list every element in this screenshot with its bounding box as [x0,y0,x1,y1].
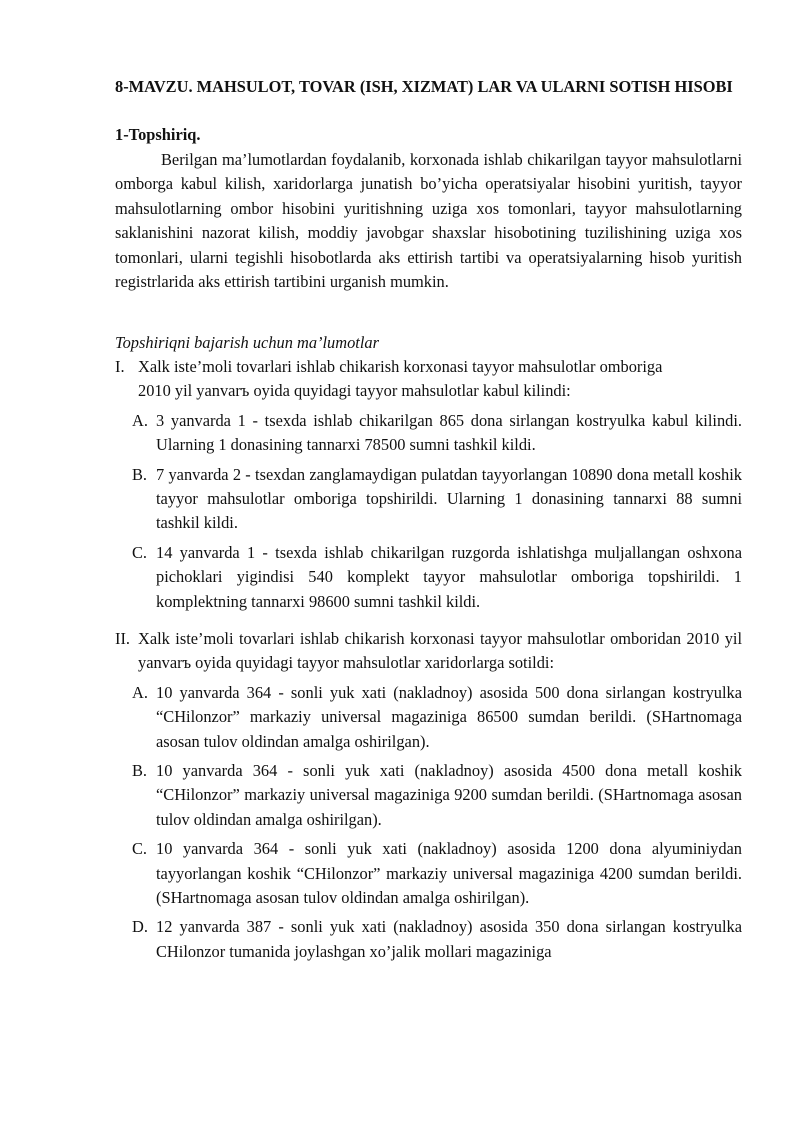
list-item [132,681,742,754]
item-letter: A. [132,682,148,702]
item-letter: B. [132,761,148,781]
item-text: 12 yanvarda 387 - sonli yuk xati (nakladnoy) asosida 350 dona sirlangan kostryulka CHilonzor tumanida joylashgan xo’jalik mollari magaziniga [156,917,742,961]
item-letter: D. [132,917,148,937]
section-i-text-line2: 2010 yil yanvarъ oyida quyidagi tayyor mahsulotlar kabul kilindi: [138,381,571,401]
list-item [132,837,742,910]
page-title: 8-MAVZU. MAHSULOT, TOVAR (ISH, XIZMAT) LAR VA ULARNI SOTISH HISOBI [115,77,733,96]
intro-paragraph: Berilgan ma’lumotlardan foydalanib, korxonada ishlab chikarilgan tayyor mahsulotlarni omborga kabul kilish, xaridorlarga junatish bo’yicha operatsiyalar hisobini yuritish, tayyor mahsulotlarning ombor hisobini yuritishning uziga xos tomonlari, tayyor mahsulotlarning saklanishini nazorat kilish, moddiy javobgar shaxslar hisobotining tuzilishining uziga xos tomonlari, ularni tegishli hisobotlarda aks ettirish tartibi va operatsiyalarning hisob yuritish registrlarida aks ettirish tartibini urganish mumkin. [115,150,742,292]
list-item [132,541,742,614]
task-label: 1-Topshiriq. [115,125,201,144]
item-text: 14 yanvarda 1 - tsexda ishlab chikarilgan ruzgorda ishlatishga muljallangan oshxona pichoklari yigindisi 540 komplekt tayyor mahsulotlar omboriga topshirildi. 1 komplektning tannarxi 98600 sumni tashkil kildi. [156,542,742,611]
item-letter: C. [132,542,148,562]
section-i-heading [115,355,742,404]
list-item [132,759,742,832]
section-ii-heading [115,627,742,676]
item-text: 10 yanvarda 364 - sonli yuk xati (nakladnoy) asosida 1200 dona alyuminiydan tayyorlangan koshik “CHilonzor” markaziy universal magaziniga 4200 sumdan berildi. (SHartnomaga asosan tulov oldindan amalga oshirilgan). [156,839,742,908]
section-i-text-line1: Xalk iste’moli tovarlari ishlab chikarish korxonasi tayyor mahsulotlar omboriga [138,357,663,376]
item-text: 7 yanvarda 2 - tsexdan zanglamaydigan pulatdan tayyorlangan 10890 dona metall koshik tayyor mahsulotlar omboriga topshirildi. Ularning 1 donasining tannarxi 88 sumni tashkil kildi. [156,464,742,533]
section-i [115,355,742,614]
item-text: 10 yanvarda 364 - sonli yuk xati (nakladnoy) asosida 4500 dona metall koshik “CHilonzor” markaziy universal magaziniga 9200 sumdan berildi. (SHartnomaga asosan tulov oldindan amalga oshirilgan). [156,761,742,829]
section-ii [115,627,742,964]
item-letter: A. [132,410,148,430]
list-item [132,409,742,458]
item-letter: C. [132,839,148,859]
item-text: 10 yanvarda 364 - sonli yuk xati (nakladnoy) asosida 500 dona sirlangan kostryulka “CHilonzor” markaziy universal magaziniga 86500 sumdan berildi. (SHartnomaga asosan tulov oldindan amalga oshirilgan). [156,682,742,751]
section-ii-number: II. [115,629,131,648]
item-text: 3 yanvarda 1 - tsexda ishlab chikarilgan 865 dona sirlangan kostryulka kabul kilindi. Ularning 1 donasining tannarxi 78500 sumni tashkil kildi. [156,410,742,455]
section-i-number: I. [115,357,125,376]
section-ii-items [132,681,742,964]
data-subheading: Topshiriqni bajarish uchun ma’lumotlar [115,333,379,352]
list-item [132,915,742,964]
section-ii-text: Xalk iste’moli tovarlari ishlab chikarish korxonasi tayyor mahsulotlar omboridan 2010 yil yanvarъ oyida quyidagi tayyor mahsulotlar xaridorlarga sotildi: [138,629,742,673]
item-letter: B. [132,464,148,484]
section-i-items [132,409,742,614]
list-item [132,463,742,536]
